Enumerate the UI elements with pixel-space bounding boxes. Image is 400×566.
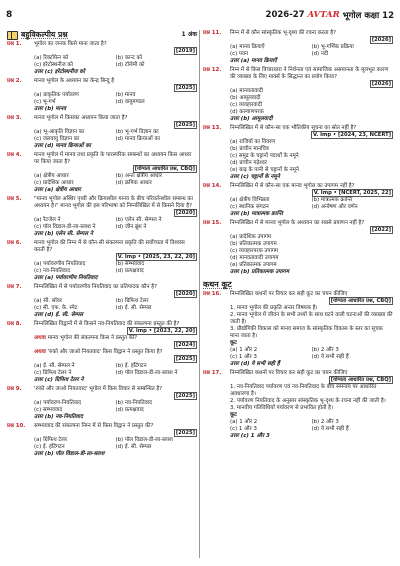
option: (a) रैटजेल ने xyxy=(34,217,61,223)
option-list xyxy=(230,234,393,269)
answer: उत्तर (c) इरेटोस्थनीज को xyxy=(34,69,85,75)
question-tag xyxy=(203,298,393,305)
option: (c) 1 और 3 xyxy=(230,354,257,360)
option: (b) मानव xyxy=(115,92,136,98)
page-header xyxy=(6,4,394,26)
question-text: मानव भूगोल के अध्ययन का केन्द्र बिन्दु है xyxy=(34,78,115,84)
question-tag xyxy=(7,254,197,261)
option: (b) एलेन सी. सेम्पल ने xyxy=(115,217,162,223)
note-text: 'रुको और जाओ नियतवाद' किस विद्वान ने प्रस्तुत किया है? xyxy=(47,349,163,355)
question-number: प्रश्न 12. xyxy=(203,67,222,73)
option-list xyxy=(34,173,197,187)
header-title xyxy=(266,10,394,21)
question-text: निम्नलिखित में से पर्यावरणीय नियतिवाद का प्रतिपादक कौन है? xyxy=(34,284,157,290)
question-item xyxy=(7,284,197,319)
section-marks: 1 अंक xyxy=(181,31,197,38)
left-column xyxy=(7,30,197,460)
section-heading xyxy=(7,30,197,39)
option: (d) ये सभी सही हैं xyxy=(311,354,349,360)
question-header xyxy=(7,152,197,166)
code-label: कूट xyxy=(230,340,237,346)
option: (b) ग्रिफिथ टेलर xyxy=(115,298,149,304)
question-text: मानव भूगोल में किसका अध्ययन किया जाता है? xyxy=(34,115,128,121)
option: (c) स्थानिक संगठन xyxy=(230,204,269,210)
question-text: भूगोल का जनक किसे माना जाता है? xyxy=(34,41,107,47)
option: (b) भू-गर्भिक प्रक्रिया xyxy=(311,44,354,50)
question-list xyxy=(203,291,393,440)
question-list xyxy=(203,30,393,276)
option: (d) मानव क्रियाओं का xyxy=(115,136,160,142)
code-label: कूट xyxy=(230,412,237,418)
question-item xyxy=(7,41,197,76)
option: (b) मात्रात्मक क्रान्ति xyxy=(311,197,353,203)
brand-logo: AVTAR xyxy=(307,10,340,20)
question-item xyxy=(203,67,393,123)
option: (c) प्रादेशिक आधार xyxy=(34,180,74,186)
question-text: निम्नलिखित कथनों पर विचार कर सही कूट का चयन कीजिए xyxy=(230,291,348,297)
question-tag-label: [2025] xyxy=(175,393,195,399)
option: (a) ग्रिफिथ टेलर xyxy=(34,437,67,443)
question-number: प्रश्न 9. xyxy=(7,386,22,392)
question-item xyxy=(7,423,197,458)
question-number: प्रश्न 14. xyxy=(203,183,222,189)
option: (a) प्रादेशिक उपागम xyxy=(230,234,272,240)
option: (b) सम्भववाद xyxy=(115,261,145,267)
question-tag xyxy=(203,81,393,88)
question-tag-label: [2025] xyxy=(175,122,195,128)
question-tag-label: V. Imp • [2025, 23, 22, 20] xyxy=(117,254,195,260)
question-tag-label: V. Imp • [NCERT, 2025, 22] xyxy=(313,190,391,196)
statement: 2. पर्यावरण नियतिवाद के अनुसार सांस्कृतिक भू-दृश्य के रचना नहीं की जाती है। xyxy=(230,398,386,404)
question-text: निम्नलिखित कथनों पर विचार कर सही कूट का चयन कीजिए xyxy=(230,370,348,376)
question-header xyxy=(7,78,197,85)
answer: उत्तर (c) ग्रिफिथ टेलर ने xyxy=(34,377,84,383)
question-header xyxy=(7,284,197,291)
question-tag xyxy=(7,291,197,298)
question-number: प्रश्न 3. xyxy=(7,115,22,121)
option: (c) व्यवहारवादी xyxy=(230,102,262,108)
header-subject: भूगोल xyxy=(342,10,362,21)
question-header xyxy=(7,423,197,430)
answer: उत्तर (c) 1 और 3 xyxy=(230,433,270,439)
question-number: प्रश्न 10. xyxy=(7,423,26,429)
option: (c) जलवायु विज्ञान का xyxy=(34,136,80,142)
question-number: प्रश्न 16. xyxy=(203,291,222,297)
question-tag xyxy=(7,122,197,129)
option-list xyxy=(230,44,393,58)
option: (a) सी. सॉवर xyxy=(34,298,62,304)
option: (b) ई. हंटिंगटन xyxy=(115,363,147,369)
option: (c) सी. एफ. के. स्पेट xyxy=(34,305,78,311)
question-text: निम्नलिखित में से कौन-सा एक मानव भूगोल का उपागम नहीं है? xyxy=(230,183,355,189)
option: (d) प्राचीन गढ़ेश्वर xyxy=(230,160,267,166)
question-item xyxy=(7,386,197,421)
option: (b) भू-गर्भ विज्ञान का xyxy=(115,129,159,135)
option: (d) पॉल विडाल-डी-ला-ब्लाश ने xyxy=(115,370,178,376)
question-item xyxy=(7,240,197,282)
question-text: निम्न में से कौन सांस्कृतिक भू-दृश्य की रचना करता है? xyxy=(230,30,337,36)
question-text: निम्नलिखित में से कौन-सा एक भौतिकीय सूचना का स्रोत नहीं है? xyxy=(230,125,357,131)
option-list xyxy=(34,363,197,377)
option: (a) पर्यावरण-नियतिवाद xyxy=(34,400,82,406)
option: (b) प्रतिकात्मक उपागम xyxy=(230,241,277,247)
answer: उत्तर (a) मानव क्रियाएँ xyxy=(230,58,277,64)
question-note xyxy=(34,349,197,356)
option: (d) ई. सी. सेम्पल xyxy=(115,305,152,311)
question-number: प्रश्न 1. xyxy=(7,41,22,47)
note-tag xyxy=(7,356,197,363)
answer: उत्तर (b) नव-नियतिवाद xyxy=(34,414,83,420)
note-prefix: अथवा xyxy=(34,349,46,355)
question-header xyxy=(7,196,197,210)
option: (a) मानव क्रियाएँ xyxy=(230,44,265,50)
question-tag xyxy=(7,430,197,437)
question-header xyxy=(203,220,393,227)
question-number: प्रश्न 4. xyxy=(7,152,22,158)
question-number: प्रश्न 15. xyxy=(203,220,222,226)
answer: उत्तर (b) मानव xyxy=(34,106,67,112)
option: (a) मानवतावादी xyxy=(230,88,263,94)
question-text: निम्न में से किस विचारधारा ने निर्धनता एवं सामाजिक असमानता के मूलभूत कारण की व्याख्या के लिए मार्क्स के सिद्धान्त का प्रयोग किया? xyxy=(230,67,389,80)
header-class: कक्षा 12 xyxy=(364,10,394,21)
question-item xyxy=(203,183,393,218)
section-title: बहुविकल्पीय प्रश्न xyxy=(21,29,68,39)
section-title-2: कथन कूट xyxy=(203,280,232,289)
question-item xyxy=(203,291,393,368)
option: (c) समुद्र के चट्टानों पदार्थों के नमूने xyxy=(230,153,299,159)
question-item xyxy=(203,370,393,440)
question-tag xyxy=(203,227,393,234)
question-item xyxy=(203,30,393,65)
question-item xyxy=(7,115,197,150)
question-tag-label: [2026] xyxy=(371,37,391,43)
question-number: प्रश्न 2. xyxy=(7,78,22,84)
option: (d) प्रत्यक्षवाद xyxy=(115,268,144,274)
statement: 1. नव-नियतिवाद पर्यावरण एवं नव-नियतिवाद के बीच समन्वय पर आधारित अवधारणा है। xyxy=(230,384,377,397)
option-list xyxy=(34,217,197,231)
option: (c) इरेटोस्थनीज को xyxy=(34,62,73,68)
option: (c) भू-गर्भ xyxy=(34,99,56,105)
option: (d) कल्याणपरक xyxy=(230,109,264,115)
option-list xyxy=(34,55,197,69)
question-item xyxy=(7,196,197,238)
option: (d) टॉलेमी को xyxy=(115,62,145,68)
answer: उत्तर (b) मात्रात्मक क्रान्ति xyxy=(230,211,283,217)
question-tag-label: [2020] xyxy=(175,291,195,297)
question-tag xyxy=(7,85,197,92)
option-list xyxy=(34,261,197,275)
question-number: प्रश्न 13. xyxy=(203,125,222,131)
question-number: प्रश्न 7. xyxy=(7,284,22,290)
answer: उत्तर (b) आमूलवादी xyxy=(230,116,273,122)
option: (c) ई. हंटिंगटन xyxy=(34,444,65,450)
question-tag-label: [2022] xyxy=(371,227,391,233)
option: (a) पर्यावरणीय नियतिवाद xyxy=(34,261,86,267)
option: (b) प्राचीन मानचित्र xyxy=(230,146,269,152)
question-tag-label: [2025] xyxy=(175,85,195,91)
option-list xyxy=(230,88,393,116)
question-tag xyxy=(203,190,393,197)
answer: उत्तर (b) प्रतिकात्मक उपागम xyxy=(230,269,289,275)
option: (d) प्रत्यक्षवाद xyxy=(115,407,144,413)
answer: उत्तर (d) ई. सी. सेम्पल xyxy=(34,312,84,318)
option: (a) 1 और 2 xyxy=(230,419,258,425)
option-list xyxy=(34,92,197,106)
note-tag xyxy=(7,342,197,349)
question-item xyxy=(203,125,393,181)
option: (a) क्षेत्रीय विभिन्नता xyxy=(230,197,270,203)
question-tag-label: V. Imp • [2024, 23, NCERT] xyxy=(312,132,391,138)
option: (d) वायुमण्डल xyxy=(115,99,145,105)
option: (c) नव-नियतिवाद xyxy=(34,268,71,274)
question-header xyxy=(7,41,197,48)
option: (d) मानवतावादी उपागम xyxy=(230,255,279,261)
question-tag-label: [2026] xyxy=(371,81,391,87)
question-tag-label: [योग्यता आधारित प्रश्न, CBQ] xyxy=(330,298,391,304)
answer: उत्तर (d) मानव क्रियाओं का xyxy=(34,143,91,149)
option: (e) बाढ़ के पानी से चट्टानों के नमूने xyxy=(230,167,299,173)
option: (d) अन्वेषण और वर्णन xyxy=(311,204,358,210)
question-number: प्रश्न 5. xyxy=(7,196,22,202)
note-tag-label: [2024] xyxy=(175,342,195,348)
option-list xyxy=(230,419,393,433)
note-tag-label: [2025] xyxy=(175,356,195,362)
option: (d) ई. सी. सेम्पल xyxy=(115,444,152,450)
book-icon xyxy=(7,30,18,39)
question-tag xyxy=(7,166,197,173)
option: (d) नदी xyxy=(311,51,329,57)
question-text: सम्भववाद की संकल्पना निम्न में से किस विद्वान ने प्रस्तुत की? xyxy=(34,423,154,429)
option: (c) पॉल विडाल-डी-ला-ब्लाश ने xyxy=(34,224,96,230)
statement: 2. मानव भूगोल में जीवन के सभी तथ्यों के साथ घटने वाली घटनाओं की व्याख्या की जाती है। xyxy=(230,312,393,325)
answer: उत्तर (c) चट्टानों के नमूने xyxy=(230,174,280,180)
option: (a) राजियों का विवरण xyxy=(230,139,276,145)
question-text: निम्नलिखित में से मानव भूगोल के अध्ययन का सबसे प्रयाणन नहीं है? xyxy=(230,220,365,226)
answer: उत्तर (b) एलेन सी. सेम्पल ने xyxy=(34,231,93,237)
option: (c) ग्रिफिथ टेलर ने xyxy=(34,370,72,376)
question-number: प्रश्न 8. xyxy=(7,321,22,327)
question-item xyxy=(7,321,197,384)
question-number: प्रश्न 17. xyxy=(203,370,222,376)
question-tag xyxy=(7,210,197,217)
answer: उत्तर (a) क्षेत्रीय आधार xyxy=(34,187,81,193)
statement: 1. मानव भूगोल की प्रकृति अन्तर विषयक है। xyxy=(230,305,318,311)
option: (a) ई. सी. सेम्पल ने xyxy=(34,363,75,369)
option: (b) नव-नियतिवाद xyxy=(115,400,153,406)
option: (a) रिक्टॉफेन को xyxy=(34,55,69,61)
option-list xyxy=(34,129,197,143)
question-tag xyxy=(7,328,197,335)
option: (b) आमूलवादी xyxy=(230,95,261,101)
option: (e) प्रतिकात्मक उपागम xyxy=(230,262,277,268)
option: (b) 2 और 3 xyxy=(311,347,339,353)
question-text: मानव भूगोल की निम्न में से कौन-सी संकल्पना प्रकृति की सर्वोच्चता में विश्वास करती है? xyxy=(34,240,185,253)
question-item xyxy=(7,78,197,113)
question-tag-label: [योग्यता आधारित प्रश्न, CBQ] xyxy=(330,377,391,383)
question-item xyxy=(203,220,393,276)
option: (a) 1 और 2 xyxy=(230,347,258,353)
note-prefix: अथवा xyxy=(34,335,46,341)
question-tag-label: [योग्यता आधारित प्रश्न, CBQ] xyxy=(134,166,195,172)
option: (a) क्षेत्रीय आधार xyxy=(34,173,69,179)
question-number: प्रश्न 11. xyxy=(203,30,222,36)
option: (d) जीन ब्रूंश ने xyxy=(115,224,147,230)
option: (b) कान्ट को xyxy=(115,55,143,61)
option-list xyxy=(230,139,393,174)
answer: उत्तर (b) पॉल विडाल-डी-ला-ब्लाश xyxy=(34,451,105,457)
option: (a) भू-आकृति विज्ञान का xyxy=(34,129,85,135)
question-tag xyxy=(203,377,393,384)
question-tag-label: [2020] xyxy=(175,210,195,216)
question-tag xyxy=(203,37,393,44)
question-header xyxy=(7,240,197,254)
question-text: "मानव भूगोल अस्थिर पृथ्वी और क्रियाशील मानव के बीच परिवर्तनशील सम्बन्ध का अध्ययन है।" मानव भूगोल की इस परिभाषा को निम्नलिखित में से किसने दिया है? xyxy=(34,196,193,209)
question-tag xyxy=(203,132,393,139)
option-list xyxy=(34,437,197,451)
header-year: 2026-27 xyxy=(265,10,305,20)
option: (b) अन्तः क्षेत्रीय आधार xyxy=(115,173,162,179)
question-header xyxy=(7,115,197,122)
option: (c) पवन xyxy=(230,51,248,57)
question-header xyxy=(203,30,393,37)
question-header xyxy=(7,386,197,393)
question-tag-label: V. Imp • [2023, 22, 20] xyxy=(128,328,195,334)
question-header xyxy=(203,67,393,81)
option-list xyxy=(34,400,197,414)
question-tag-label: [2025] xyxy=(175,430,195,436)
right-column xyxy=(203,30,393,442)
column-divider xyxy=(199,30,200,558)
option: (d) क्रमिक आधार xyxy=(115,180,152,186)
note-text: मानव भूगोल की संकल्पना किस ने प्रस्तुत की? xyxy=(47,335,138,341)
statement: 3. मानवीय गतिविधियाँ पर्यावरण से प्रभावित होती है। xyxy=(230,405,334,411)
answer: उत्तर (a) पर्यावरणीय नियतिवाद xyxy=(34,275,98,281)
question-note xyxy=(34,335,197,342)
question-tag xyxy=(7,48,197,55)
option: (c) व्यवहारपरक उपागम xyxy=(230,248,279,254)
option-list xyxy=(230,347,393,361)
question-tag-label: [2019] xyxy=(175,48,195,54)
option: (c) 1 और 3 xyxy=(230,426,257,432)
option-list xyxy=(34,298,197,312)
statement: 3. प्रौद्योगिकी विकास को मानव समाज के सांस्कृतिक विकास के स्तर का सूचक माना जाता है। xyxy=(230,326,383,339)
option: (c) सम्भववाद xyxy=(34,407,63,413)
option: (a) प्राकृतिक पर्यावरण xyxy=(34,92,79,98)
option: (d) ये सभी सही हैं xyxy=(311,426,349,432)
question-tag xyxy=(7,393,197,400)
page-number: 8 xyxy=(6,10,13,20)
question-text: निम्नलिखित विद्वानों में से किसने नव-नियतिवाद की संकल्पना प्रस्तुत की है? xyxy=(34,321,180,327)
question-text: मानव भूगोल में मानव तथा प्रकृति के पारस्परिक सम्बन्धों का अध्ययन किस आधार पर किया जाता है? xyxy=(34,152,192,165)
question-list xyxy=(7,41,197,458)
question-text: 'रुको और जाओ नियतवाद' भूगोल में किस विचार से सम्बन्धित है? xyxy=(34,386,163,392)
question-number: प्रश्न 6. xyxy=(7,240,22,246)
option: (b) पॉल विडाल-डी-ला-ब्लाश xyxy=(115,437,173,443)
answer: उत्तर (d) ये सभी सही हैं xyxy=(230,361,280,367)
option-list xyxy=(230,197,393,211)
question-item xyxy=(7,152,197,194)
option: (b) 2 और 3 xyxy=(311,419,339,425)
